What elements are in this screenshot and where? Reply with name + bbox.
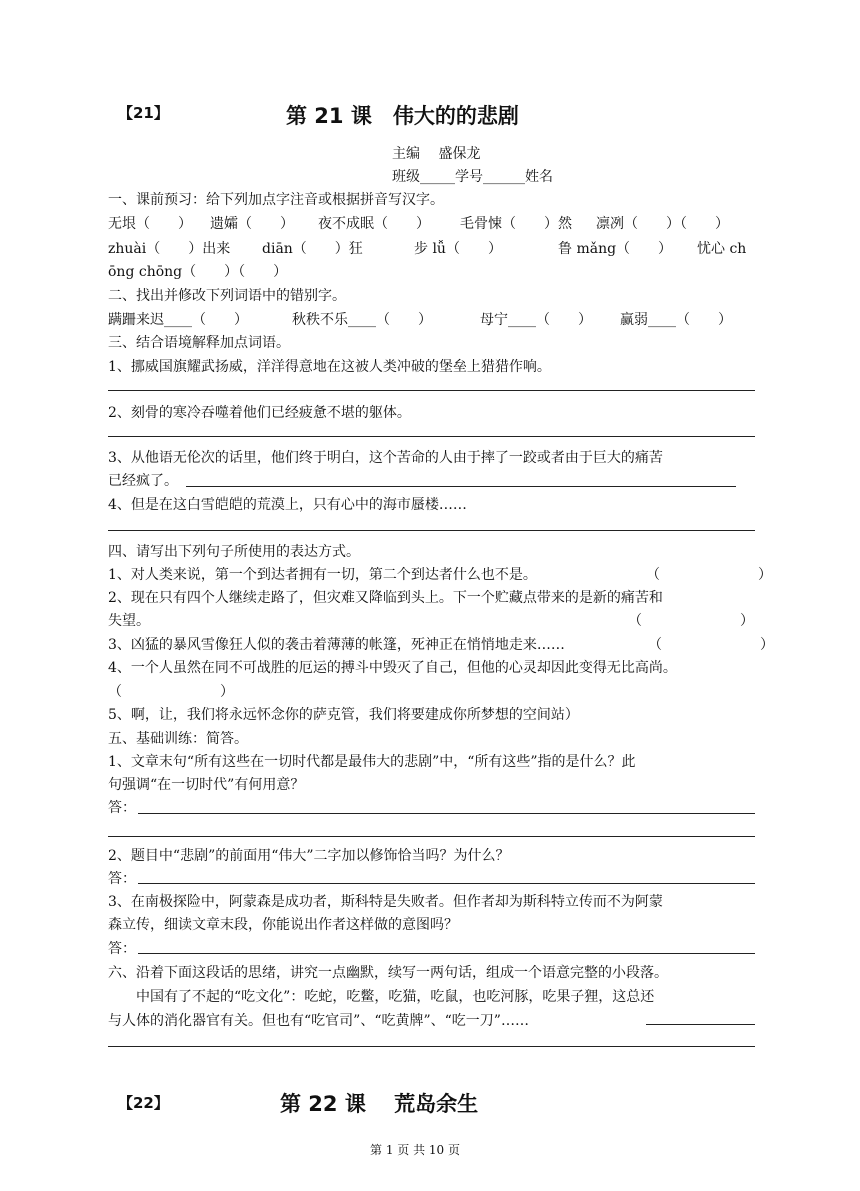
answer-line (186, 486, 736, 487)
s1-item-1: 无垠（ ） (108, 216, 192, 232)
s4-answer-paren: （ ） (646, 567, 772, 583)
s4-question-5: 5、啊，让，我们将永远怀念你的萨克管，我们将要建成你所梦想的空间站） (108, 707, 579, 723)
s1-item-8: 步 lǚ（ ） (414, 241, 502, 257)
s2-item-4: 赢弱____（ ） (620, 312, 732, 328)
answer-line (138, 883, 755, 884)
s6-paragraph-line-1: 中国有了不起的“吃文化”：吃蛇，吃鳖，吃猫，吃鼠，也吃河豚，吃果子狸，这总还 (108, 989, 655, 1005)
s1-item-9: 鲁 mǎng（ ） (558, 241, 673, 257)
s3-question-3-cont: 已经疯了。 (108, 473, 178, 489)
section6-heading: 六、沿着下面这段话的思绪，讲究一点幽默，续写一两句话，组成一个语意完整的小段落。 (108, 965, 668, 981)
answer-line (108, 530, 755, 531)
editor-line: 主编 盛保龙 (392, 146, 481, 162)
s3-question-1: 1、挪威国旗耀武扬威，洋洋得意地在这被人类冲破的堡垒上猎猎作响。 (108, 359, 551, 375)
s1-item-6: zhuài（ ）出来 (108, 241, 231, 257)
lesson-title: 第 22 课 荒岛余生 (280, 1092, 479, 1116)
answer-label: 答： (108, 941, 136, 957)
s2-item-1: 蹒跚来迟____（ ） (108, 312, 248, 328)
answer-line (108, 836, 755, 837)
s1-item-2: 遗孀（ ） (210, 216, 294, 232)
answer-line (108, 436, 755, 437)
s4-answer-paren: （ ） (648, 637, 774, 653)
s4-answer-paren: （ ） (108, 684, 234, 700)
s5-question-1-cont: 句强调“在一切时代”有何用意？ (108, 777, 305, 793)
student-info-line: 班级_____学号______姓名 (392, 169, 553, 185)
s1-item-10-cont: ōng chōng（ ）（ ） (108, 264, 288, 280)
s3-question-3: 3、从他语无伦次的话里，他们终于明白，这个苦命的人由于摔了一跤或者由于巨大的痛苦 (108, 450, 663, 466)
s1-item-5: 凛冽（ ）（ ） (596, 216, 729, 232)
answer-line (646, 1024, 755, 1025)
answer-line (138, 953, 755, 954)
section1-heading: 一、课前预习：给下列加点字注音或根据拼音写汉字。 (108, 192, 444, 208)
s5-question-2: 2、题目中“悲剧”的前面用“伟大”二字加以修饰恰当吗？为什么？ (108, 848, 510, 864)
answer-label: 答： (108, 800, 136, 816)
s1-item-3: 夜不成眠（ ） (318, 216, 430, 232)
s3-question-2: 2、刻骨的寒冷吞噬着他们已经疲惫不堪的躯体。 (108, 405, 411, 421)
s1-item-4: 毛骨悚（ ）然 (460, 216, 572, 232)
s4-answer-paren: （ ） (628, 613, 754, 629)
s4-question-1: 1、对人类来说，第一个到达者拥有一切，第二个到达者什么也不是。 (108, 567, 537, 583)
s4-question-4: 4、一个人虽然在同不可战胜的厄运的搏斗中毁灭了自己，但他的心灵却因此变得无比高尚。 (108, 660, 677, 676)
answer-label: 答： (108, 871, 136, 887)
s2-item-2: 秋秩不乐____（ ） (292, 312, 432, 328)
section2-heading: 二、找出并修改下列词语中的错别字。 (108, 288, 346, 304)
s2-item-3: 母宁____（ ） (480, 312, 592, 328)
s5-question-3-cont: 森立传，细读文章末段，你能说出作者这样做的意图吗？ (108, 917, 458, 933)
answer-line (138, 813, 755, 814)
s3-question-4: 4、但是在这白雪皑皑的荒漠上，只有心中的海市蜃楼…… (108, 497, 467, 513)
s1-item-7: diān（ ）狂 (262, 241, 363, 257)
answer-line (108, 1046, 755, 1047)
section5-heading: 五、基础训练：简答。 (108, 731, 248, 747)
s4-question-2: 2、现在只有四个人继续走路了，但灾难又降临到头上。下一个贮藏点带来的是新的痛苦和 (108, 590, 663, 606)
s1-item-10: 忧心 ch (697, 241, 747, 257)
s5-question-1: 1、文章末句“所有这些在一切时代都是最伟大的悲剧”中，“所有这些”指的是什么？此 (108, 754, 636, 770)
s4-question-2-cont: 失望。 (108, 613, 150, 629)
section3-heading: 三、结合语境解释加点词语。 (108, 335, 290, 351)
s6-paragraph-line-2: 与人体的消化器官有关。但也有“吃官司”、“吃黄牌”、“吃一刀”…… (108, 1013, 529, 1029)
answer-line (108, 390, 755, 391)
lesson-tag: 【22】 (118, 1094, 169, 1112)
page-footer: 第 1 页 共 10 页 (370, 1143, 460, 1157)
lesson-title: 第 21 课 伟大的的悲剧 (286, 104, 519, 128)
s4-question-3: 3、凶猛的暴风雪像狂人似的袭击着薄薄的帐篷，死神正在悄悄地走来…… (108, 637, 565, 653)
section4-heading: 四、请写出下列句子所使用的表达方式。 (108, 544, 360, 560)
lesson-tag: 【21】 (118, 104, 169, 122)
s5-question-3: 3、在南极探险中，阿蒙森是成功者，斯科特是失败者。但作者却为斯科特立传而不为阿蒙 (108, 894, 663, 910)
